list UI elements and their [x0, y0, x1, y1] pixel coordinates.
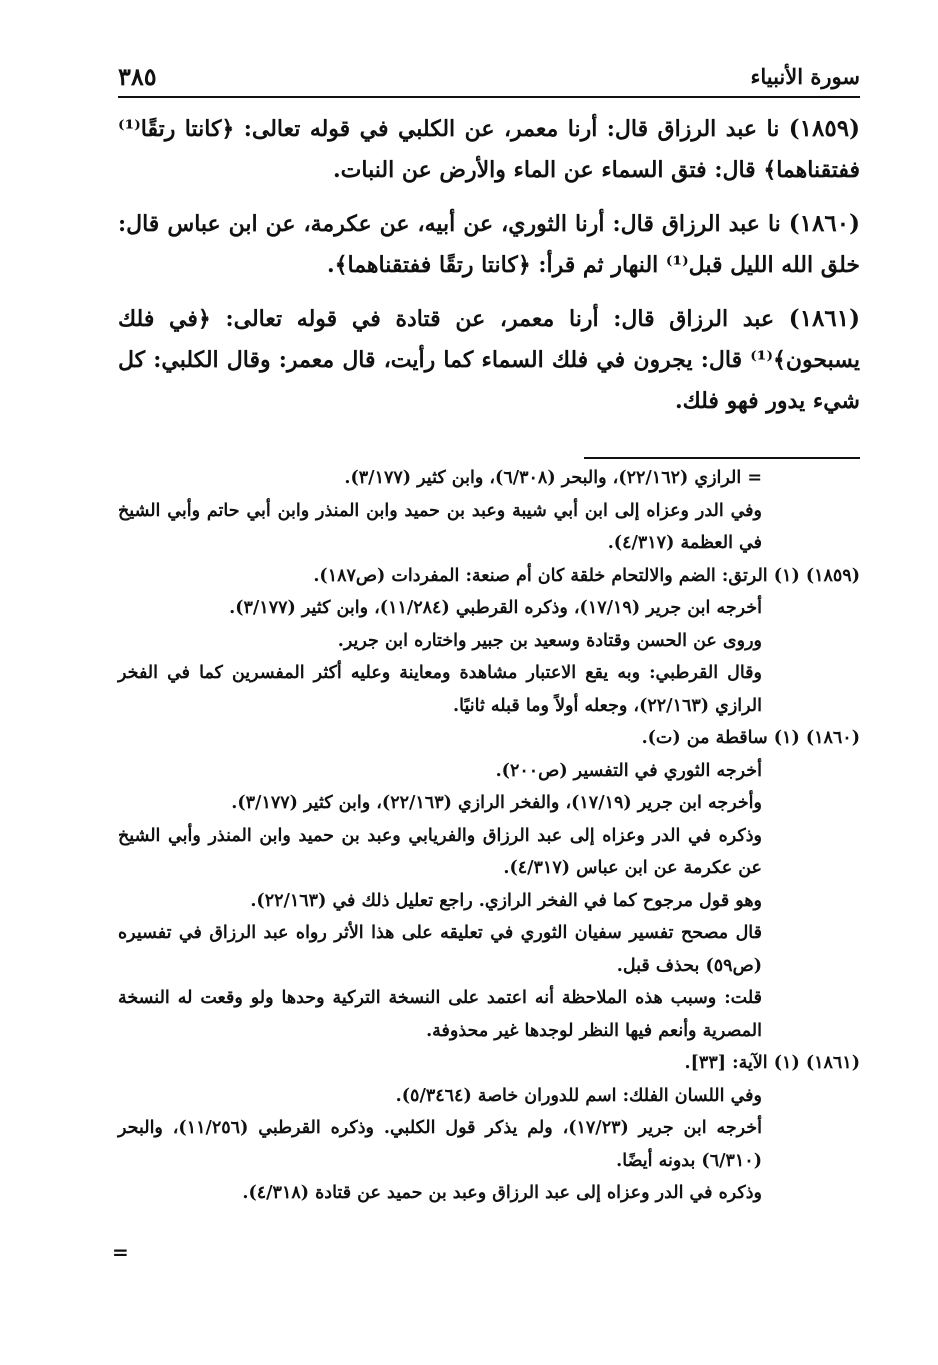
footnote-line: وفي اللسان الفلك: اسم للدوران خاصة (٥/٣٤٦٤).	[395, 1085, 762, 1106]
surah-title: سورة الأنبياء	[750, 63, 860, 89]
footnote-line: قلت: وسبب هذه الملاحظة أنه اعتمد على النسخة التركية وحدها ولو وقعت له النسخة المصرية وأنعم فيها النظر لوجدها غير محذوفة.	[118, 988, 762, 1041]
footnote-line: قال مصحح تفسير سفيان الثوري في تعليقه على هذا الأثر رواه عبد الرزاق في تفسيره (ص٥٩) بحذف قبل.	[118, 923, 762, 976]
footnote-line: أخرجه الثوري في التفسير (ص٢٠٠).	[495, 760, 762, 781]
continuation-mark: =	[112, 1240, 129, 1264]
footnote-line: وقال القرطبي: وبه يقع الاعتبار مشاهدة ومعاينة وعليه أكثر المفسرين كما في الفخر الرازي (٢٢/١٦٣)، وجعله أولاً وما قبله ثانيًا.	[118, 663, 762, 716]
footnote-line: وروى عن الحسن وقتادة وسعيد بن جبير واختاره ابن جرير.	[337, 630, 762, 651]
hadith-1860	[118, 203, 860, 286]
page-number: ٣٨٥	[118, 61, 157, 91]
footnotes	[118, 462, 860, 1210]
footnote-line: وذكره في الدر وعزاه إلى عبد الرزاق والفريابي وعبد بن حميد وابن المنذر وأبي الشيخ عن عكرمة عن ابن عباس (٤/٣١٧).	[118, 825, 762, 878]
footnote-line: = الرازي (٢٢/١٦٢)، والبحر (٦/٣٠٨)، وابن كثير (٣/١٧٧).	[344, 468, 762, 488]
hadith-text: نا عبد الرزاق قال: أرنا معمر، عن الكلبي في قوله تعالى: ﴿كانتا رتقًا⁽¹⁾ ففتقناهما﴾ قال: فتق السماء عن الماء والأرض عن النبات.	[118, 116, 860, 183]
footnote-separator	[584, 457, 860, 459]
footnote-line: أخرجه ابن جرير (١٧/٢٣)، ولم يذكر قول الكلبي. وذكره القرطبي (١١/٢٥٦)، والبحر (٦/٣١٠) بدونه أيضًا.	[118, 1118, 762, 1171]
footnote-line: وذكره في الدر وعزاه إلى عبد الرزاق وعبد بن حميد عن قتادة (٤/٣١٨).	[242, 1183, 762, 1203]
hadith-number: (١٨٦١)	[788, 305, 860, 332]
hadith-1859	[118, 108, 860, 191]
footnote-line: وهو قول مرجوح كما في الفخر الرازي. راجع تعليل ذلك في (٢٢/١٦٣).	[250, 890, 762, 911]
page-header	[118, 58, 860, 94]
header-rule	[118, 96, 860, 98]
main-text	[118, 108, 860, 434]
hadith-number: (١٨٦٠)	[788, 210, 860, 237]
hadith-text: عبد الرزاق قال: أرنا معمر، عن قتادة في قوله تعالى: ﴿في فلك يسبحون﴾⁽¹⁾ قال: يجرون في فلك السماء كما رأيت، قال معمر: وقال الكلبي: كل شيء يدور فهو فلك.	[118, 306, 860, 414]
footnote-line: وفي الدر وعزاه إلى ابن أبي شيبة وعبد بن حميد وابن المنذر وابن أبي حاتم وأبي الشيخ في العظمة (٤/٣١٧).	[118, 500, 762, 553]
footnote-line: وأخرجه ابن جرير (١٧/١٩)، والفخر الرازي (٢٢/١٦٣)، وابن كثير (٣/١٧٧).	[231, 793, 762, 813]
footnote-line: (١٨٦٠) (١) ساقطة من (ت).	[641, 728, 860, 748]
footnote-line: (١٨٥٩) (١) الرتق: الضم والالتحام خلقة كان أم صنعة: المفردات (ص١٨٧).	[313, 565, 860, 586]
hadith-1861	[118, 298, 860, 422]
footnote-line: أخرجه ابن جرير (١٧/١٩)، وذكره القرطبي (١١/٢٨٤)، وابن كثير (٣/١٧٧).	[229, 598, 762, 618]
footnote-line: (١٨٦١) (١) الآية: [٣٣].	[684, 1053, 860, 1073]
hadith-text: نا عبد الرزاق قال: أرنا الثوري، عن أبيه، عن عكرمة، عن ابن عباس قال: خلق الله الليل قبل⁽¹⁾ النهار ثم قرأ: ﴿كانتا رتقًا ففتقناهما﴾.	[118, 211, 860, 278]
hadith-number: (١٨٥٩)	[788, 115, 860, 142]
